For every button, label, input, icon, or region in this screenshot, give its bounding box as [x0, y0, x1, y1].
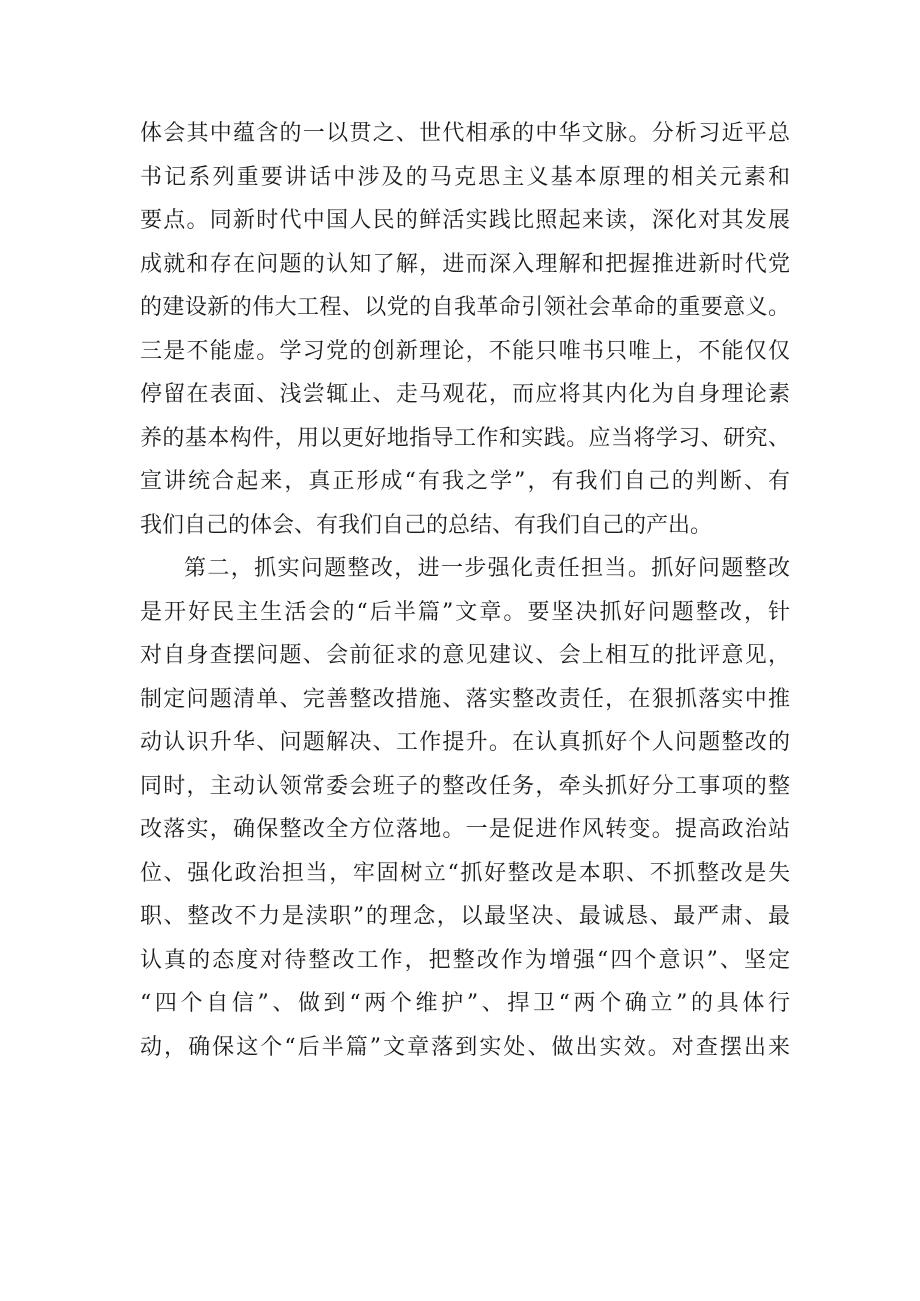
text-line: 改落实，确保整改全方位落地。一是促进作风转变。提高政治站 — [140, 817, 790, 842]
text-line: 要点。同新时代中国人民的鲜活实践比照起来读，深化对其发展 — [140, 208, 790, 233]
text-line: 动认识升华、问题解决、工作提升。在认真抓好个人问题整改的 — [140, 730, 790, 755]
text-line: 第二，抓实问题整改，进一步强化责任担当。抓好问题整改 — [184, 556, 790, 581]
text-line: 三是不能虚。学习党的创新理论，不能只唯书只唯上，不能仅仅 — [140, 338, 790, 364]
text-line: 职、整改不力是渎职”的理念，以最坚决、最诚恳、最严肃、最 — [140, 904, 790, 929]
text-line: 我们自己的体会、有我们自己的总结、有我们自己的产出。 — [140, 512, 713, 538]
text-line: 书记系列重要讲话中涉及的马克思主义基本原理的相关元素和 — [140, 164, 790, 190]
text-line: 成就和存在问题的认知了解，进而深入理解和把握推进新时代党 — [140, 251, 790, 277]
text-line: 动，确保这个“后半篇”文章落到实处、做出实效。对查摆出来 — [140, 1034, 790, 1060]
text-line: 同时，主动认领常委会班子的整改任务，牵头抓好分工事项的整 — [140, 773, 790, 799]
text-line: 认真的态度对待整改工作，把整改作为增强“四个意识”、坚定 — [140, 947, 790, 973]
text-line: 对自身查摆问题、会前征求的意见建议、会上相互的批评意见， — [140, 643, 790, 668]
text-line: 制定问题清单、完善整改措施、落实整改责任，在狠抓落实中推 — [140, 686, 790, 712]
text-line: “四个自信”、做到“两个维护”、捍卫“两个确立”的具体行 — [140, 991, 790, 1016]
text-line: 位、强化政治担当，牢固树立“抓好整改是本职、不抓整改是失 — [140, 860, 790, 886]
text-line: 是开好民主生活会的“后半篇”文章。要坚决抓好问题整改，针 — [140, 599, 790, 625]
text-line: 的建设新的伟大工程、以党的自我革命引领社会革命的重要意义。 — [140, 295, 790, 320]
body-text — [140, 112, 790, 1069]
text-line: 养的基本构件，用以更好地指导工作和实践。应当将学习、研究、 — [140, 425, 790, 451]
text-line: 停留在表面、浅尝辄止、走马观花，而应将其内化为自身理论素 — [140, 382, 790, 407]
text-line: 体会其中蕴含的一以贯之、世代相承的中华文脉。分析习近平总 — [140, 121, 790, 146]
text-line: 宣讲统合起来，真正形成“有我之学”，有我们自己的判断、有 — [140, 469, 790, 494]
